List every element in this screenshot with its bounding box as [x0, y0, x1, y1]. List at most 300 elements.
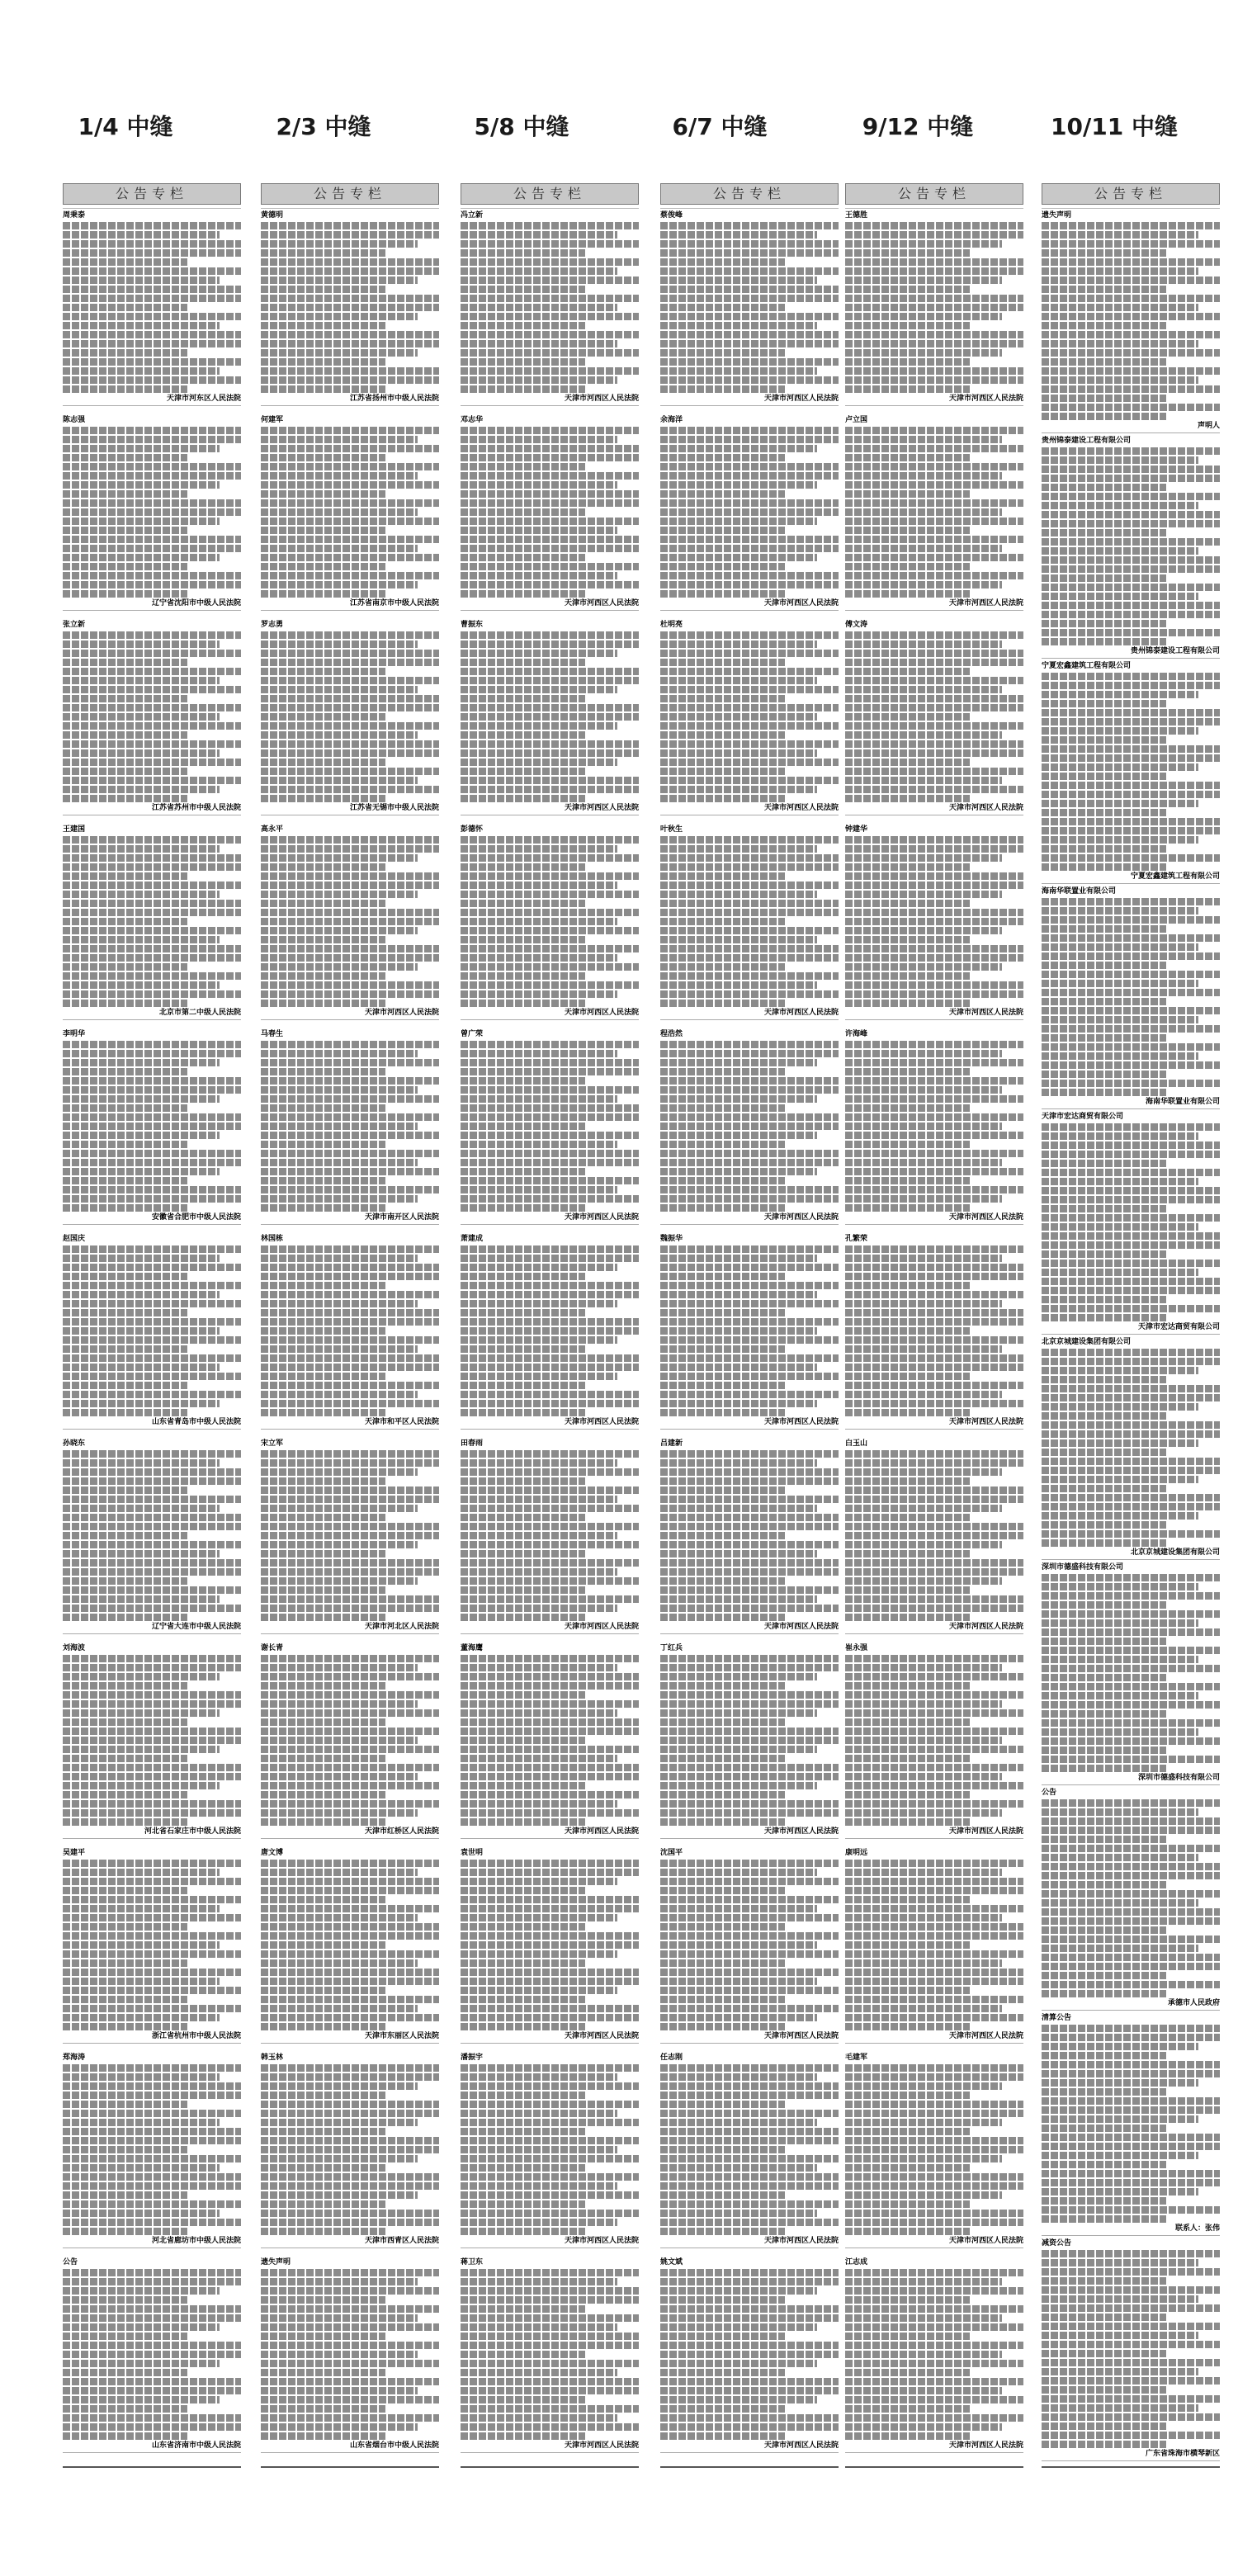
- text-line: [461, 1800, 617, 1808]
- text-line: [1042, 484, 1166, 491]
- text-line: [63, 1309, 187, 1316]
- text-line: [461, 909, 639, 916]
- text-line: [261, 1996, 439, 2003]
- text-line: [461, 1459, 617, 1467]
- text-line: [845, 863, 970, 871]
- text-line: [63, 1773, 241, 1780]
- text-line: [461, 1818, 585, 1826]
- text-line: [261, 2005, 418, 2012]
- text-line: [845, 1400, 1023, 1407]
- text-line: [845, 481, 1023, 489]
- text-line: [660, 1186, 839, 1193]
- text-line: [1042, 1160, 1166, 1167]
- text-line: [261, 863, 385, 871]
- text-line: [63, 367, 220, 375]
- column-header: 公告专栏: [461, 183, 639, 205]
- text-line: [63, 1664, 241, 1671]
- text-line: [1042, 2206, 1220, 2214]
- text-line: [261, 1391, 418, 1398]
- text-line: [461, 1505, 639, 1512]
- text-line: [63, 1487, 187, 1494]
- text-line: [1042, 934, 1220, 942]
- text-line: [261, 2369, 385, 2376]
- text-line: [845, 2314, 1002, 2322]
- text-line: [261, 249, 385, 257]
- text-line: [461, 872, 639, 880]
- notice-lead: 马春生: [261, 1030, 284, 1038]
- text-line: [1042, 1765, 1166, 1772]
- notice-signature: 海南华联置业有限公司: [1042, 1098, 1220, 1109]
- text-line: [845, 677, 1023, 684]
- notice-signature: 天津市河西区人民法院: [461, 804, 639, 815]
- text-line: [461, 1791, 639, 1798]
- notice-signature: 江苏省扬州市中级人民法院: [261, 395, 439, 406]
- notice-lead: 杜明亮: [660, 621, 683, 629]
- text-line: [660, 258, 785, 266]
- text-line: [461, 1450, 639, 1458]
- text-line: [63, 731, 187, 739]
- notice-lead: 崔永强: [845, 1644, 868, 1652]
- text-line: [845, 1487, 1023, 1494]
- text-line: [63, 1782, 220, 1789]
- text-line: [461, 668, 639, 675]
- text-line: [261, 695, 439, 702]
- text-line: [1042, 277, 1220, 284]
- text-line: [660, 659, 785, 666]
- text-line: [461, 1095, 617, 1103]
- text-line: [660, 1409, 785, 1416]
- text-line: [1042, 2332, 1198, 2339]
- text-line: [63, 972, 241, 980]
- notice-signature: 天津市河西区人民法院: [461, 2441, 639, 2453]
- text-line: [63, 1168, 220, 1175]
- text-line: [461, 749, 639, 757]
- text-line: [261, 1682, 385, 1690]
- text-line: [1042, 1990, 1166, 1997]
- text-line: [845, 1914, 1002, 1921]
- text-line: [261, 1487, 439, 1494]
- notice-signature: 天津市河西区人民法院: [461, 2237, 639, 2248]
- text-line: [660, 1345, 785, 1353]
- text-line: [261, 2323, 439, 2331]
- text-line: [261, 581, 418, 588]
- notice-item: [660, 209, 839, 414]
- text-line: [261, 2082, 418, 2090]
- text-line: [660, 313, 839, 320]
- text-line: [261, 845, 439, 853]
- notice-signature: 承德市人民政府: [1042, 1999, 1220, 2011]
- text-line: [63, 1614, 187, 1621]
- text-line: [660, 1195, 839, 1203]
- text-line: [461, 1373, 617, 1380]
- notice-item: [261, 2051, 439, 2256]
- text-line: [1042, 1052, 1198, 1060]
- text-line: [1042, 2079, 1198, 2087]
- text-line: [63, 2014, 220, 2021]
- text-line: [1042, 2143, 1220, 2150]
- text-line: [461, 1068, 639, 1075]
- text-line: [1042, 1141, 1220, 1149]
- text-line: [845, 836, 1023, 844]
- text-line: [63, 1345, 187, 1353]
- text-line: [461, 1896, 639, 1903]
- text-line: [461, 499, 639, 507]
- notice-signature: 北京市第二中级人民法院: [63, 1009, 241, 1020]
- text-line: [461, 376, 617, 384]
- text-line: [1042, 413, 1166, 420]
- text-line: [845, 454, 970, 461]
- notice-item: [1042, 1335, 1220, 1561]
- notice-signature: 天津市南开区人民法院: [261, 1213, 439, 1225]
- text-line: [660, 554, 817, 561]
- text-line: [261, 2155, 418, 2162]
- text-line: [660, 882, 839, 889]
- notice-item: [845, 209, 1023, 414]
- text-line: [660, 900, 839, 907]
- text-line: [63, 2082, 241, 2090]
- text-line: [660, 836, 839, 844]
- text-line: [461, 2405, 639, 2413]
- text-line: [845, 1086, 1002, 1094]
- text-line: [461, 1709, 617, 1717]
- text-line: [261, 1159, 418, 1166]
- text-line: [1042, 2106, 1220, 2114]
- notice-lead: 郑海涛: [63, 2054, 86, 2062]
- text-line: [63, 1159, 241, 1166]
- text-line: [63, 936, 220, 943]
- notice-item: [261, 618, 439, 823]
- text-line: [261, 1204, 385, 1212]
- text-line: [461, 1468, 639, 1476]
- text-line: [845, 1746, 1023, 1753]
- text-line: [63, 1550, 220, 1557]
- text-line: [1042, 1476, 1198, 1483]
- text-line: [1042, 1574, 1220, 1581]
- text-line: [845, 2269, 1023, 2276]
- text-line: [261, 900, 385, 907]
- text-line: [63, 563, 187, 570]
- text-line: [261, 1595, 439, 1603]
- text-line: [660, 768, 785, 775]
- text-line: [461, 918, 617, 925]
- text-line: [261, 2423, 418, 2431]
- text-line: [63, 1255, 220, 1262]
- text-line: [261, 1755, 385, 1762]
- text-line: [461, 2296, 639, 2304]
- text-line: [261, 668, 385, 675]
- text-line: [461, 1487, 639, 1494]
- text-line: [63, 1354, 241, 1362]
- text-line: [1042, 1421, 1220, 1429]
- text-line: [63, 536, 241, 543]
- text-line: [1042, 2170, 1220, 2177]
- text-line: [63, 1273, 187, 1280]
- text-line: [461, 1159, 639, 1166]
- text-line: [261, 536, 439, 543]
- text-line: [261, 640, 418, 648]
- column-header: 公告专栏: [63, 183, 241, 205]
- text-line: [461, 1568, 617, 1576]
- text-line: [845, 1605, 1023, 1612]
- text-line: [261, 1364, 439, 1371]
- text-line: [261, 1728, 439, 1735]
- notice-lead: 曾广荣: [461, 1030, 484, 1038]
- text-line: [461, 1728, 639, 1735]
- notice-item: [63, 1642, 241, 1846]
- text-line: [63, 1077, 241, 1085]
- text-line: [461, 1177, 639, 1184]
- text-line: [1042, 1799, 1220, 1807]
- text-line: [660, 1655, 839, 1662]
- text-line: [845, 490, 970, 498]
- text-line: [261, 722, 439, 730]
- text-line: [660, 2137, 839, 2144]
- text-line: [461, 2073, 617, 2081]
- text-line: [660, 277, 817, 284]
- text-line: [63, 2342, 241, 2349]
- text-line: [261, 1746, 439, 1753]
- notice-item: [63, 1232, 241, 1437]
- text-line: [845, 1309, 1023, 1316]
- text-line: [63, 1559, 241, 1567]
- text-line: [461, 2360, 639, 2367]
- text-line: [1042, 1972, 1166, 1979]
- text-line: [63, 1523, 241, 1530]
- text-line: [261, 2173, 439, 2181]
- text-line: [461, 1950, 617, 1958]
- text-line: [660, 2200, 839, 2208]
- text-line: [845, 1568, 1023, 1576]
- text-line: [63, 2396, 220, 2403]
- text-line: [63, 499, 241, 507]
- notice-item: [660, 1846, 839, 2051]
- text-line: [461, 2228, 585, 2235]
- text-line: [63, 2119, 220, 2126]
- text-line: [845, 2110, 1023, 2117]
- text-line: [1042, 1647, 1220, 1654]
- notice-lead: 深圳市德盛科技有限公司: [1042, 1563, 1124, 1572]
- text-line: [845, 545, 1002, 552]
- text-line: [261, 2432, 385, 2440]
- text-line: [660, 1577, 785, 1585]
- text-line: [845, 963, 1002, 971]
- text-line: [660, 1914, 839, 1921]
- text-line: [63, 1141, 187, 1148]
- text-line: [660, 1959, 785, 1967]
- text-line: [461, 981, 639, 989]
- text-line: [461, 1586, 585, 1594]
- text-line: [1042, 322, 1166, 329]
- notice-signature: 天津市和平区人民法院: [261, 1418, 439, 1430]
- text-line: [1042, 2304, 1220, 2312]
- text-line: [461, 891, 639, 898]
- text-line: [660, 2173, 839, 2181]
- text-line: [63, 768, 187, 775]
- text-line: [660, 927, 839, 934]
- text-line: [261, 686, 418, 693]
- text-line: [845, 2432, 970, 2440]
- text-line: [1042, 1936, 1220, 1943]
- text-line: [261, 2137, 439, 2144]
- notice-item: [660, 1028, 839, 1232]
- text-line: [63, 963, 187, 971]
- text-line: [660, 2219, 839, 2226]
- notice-item: [63, 618, 241, 823]
- text-line: [261, 2128, 385, 2135]
- text-line: [660, 385, 785, 393]
- text-line: [845, 1764, 1023, 1771]
- text-line: [660, 2128, 839, 2135]
- text-line: [660, 436, 839, 443]
- notice-item: [461, 1437, 639, 1642]
- text-line: [63, 231, 220, 239]
- text-line: [660, 1773, 839, 1780]
- column-title: 5/8 中缝: [474, 113, 569, 140]
- text-line: [63, 2101, 187, 2108]
- text-line: [1042, 502, 1198, 509]
- notice-lead: 北京京城建设集团有限公司: [1042, 1338, 1132, 1346]
- text-line: [461, 686, 617, 693]
- notice-item: [1042, 2237, 1220, 2462]
- text-line: [461, 1682, 639, 1690]
- text-line: [845, 1159, 1002, 1166]
- text-line: [845, 2423, 1002, 2431]
- notice-item: [1042, 1110, 1220, 1335]
- text-line: [63, 659, 187, 666]
- notice-signature: 辽宁省沈阳市中级人民法院: [63, 599, 241, 611]
- text-line: [63, 1978, 220, 1985]
- text-line: [261, 659, 439, 666]
- text-line: [461, 713, 639, 721]
- text-line: [461, 1923, 585, 1931]
- text-line: [1042, 1169, 1220, 1176]
- text-line: [63, 527, 187, 534]
- text-line: [261, 1050, 418, 1057]
- text-line: [1042, 2277, 1166, 2285]
- text-line: [1042, 1827, 1220, 1834]
- text-line: [845, 1104, 970, 1112]
- notice-item: [461, 823, 639, 1028]
- text-line: [63, 927, 241, 934]
- text-line: [461, 358, 585, 366]
- text-line: [261, 2296, 385, 2304]
- text-line: [461, 972, 585, 980]
- text-line: [63, 304, 187, 311]
- text-line: [1042, 1061, 1220, 1069]
- text-line: [1042, 1628, 1220, 1636]
- text-line: [261, 1382, 439, 1389]
- text-line: [1042, 358, 1166, 366]
- text-line: [1042, 1665, 1220, 1672]
- text-line: [845, 527, 970, 534]
- notice-item: [845, 1028, 1023, 1232]
- text-line: [1042, 1260, 1220, 1267]
- text-line: [1042, 1656, 1198, 1663]
- text-line: [660, 2082, 839, 2090]
- notice-column: [63, 183, 241, 2468]
- text-line: [660, 2278, 839, 2285]
- text-line: [1042, 331, 1220, 338]
- text-line: [63, 518, 220, 525]
- text-line: [63, 981, 220, 989]
- text-line: [261, 563, 385, 570]
- text-line: [63, 1764, 241, 1771]
- text-line: [845, 2396, 1023, 2403]
- text-line: [660, 1673, 817, 1680]
- notice-item: [845, 2051, 1023, 2256]
- text-line: [660, 677, 817, 684]
- text-line: [461, 1496, 617, 1503]
- notice-lead: 唐文博: [261, 1849, 284, 1857]
- notice-lead: 罗志勇: [261, 621, 284, 629]
- text-line: [63, 863, 241, 871]
- text-line: [660, 222, 839, 229]
- notice-item: [461, 1028, 639, 1232]
- text-line: [261, 1860, 439, 1867]
- text-line: [261, 1959, 418, 1967]
- text-line: [261, 1132, 439, 1139]
- text-line: [261, 1000, 385, 1007]
- text-line: [660, 1860, 839, 1867]
- text-line: [461, 2200, 585, 2208]
- text-line: [660, 704, 839, 711]
- text-line: [461, 563, 639, 570]
- text-line: [845, 1327, 970, 1335]
- text-line: [461, 777, 639, 784]
- text-line: [261, 1655, 439, 1662]
- text-line: [845, 267, 1023, 275]
- text-line: [63, 759, 241, 766]
- notice-item: [63, 209, 241, 414]
- text-line: [660, 2164, 817, 2172]
- text-line: [1042, 1494, 1220, 1501]
- text-line: [1042, 1467, 1220, 1474]
- text-line: [261, 677, 439, 684]
- text-line: [1042, 1610, 1220, 1618]
- text-line: [660, 2305, 839, 2313]
- text-line: [660, 1514, 839, 1521]
- text-line: [261, 713, 385, 721]
- text-line: [63, 2173, 241, 2181]
- text-line: [261, 1123, 418, 1130]
- text-line: [845, 1195, 1002, 1203]
- text-line: [660, 990, 839, 998]
- text-line: [261, 240, 418, 248]
- text-line: [461, 1000, 585, 1007]
- text-line: [461, 1077, 585, 1085]
- text-line: [845, 954, 1023, 962]
- text-line: [461, 1541, 639, 1548]
- text-line: [845, 536, 1023, 543]
- text-line: [660, 1050, 839, 1057]
- text-line: [845, 2064, 1023, 2072]
- text-line: [1042, 376, 1198, 384]
- text-line: [1042, 2413, 1220, 2421]
- text-line: [1042, 466, 1220, 473]
- text-line: [63, 463, 241, 470]
- text-line: [845, 1141, 970, 1148]
- text-line: [660, 1532, 785, 1539]
- text-line: [845, 2323, 1023, 2331]
- notice-column: [845, 183, 1023, 2468]
- text-line: [261, 2200, 385, 2208]
- text-line: [261, 1077, 439, 1085]
- notice-list: [660, 208, 839, 2460]
- text-line: [845, 2296, 970, 2304]
- text-line: [1042, 1223, 1198, 1231]
- text-line: [1042, 1808, 1198, 1816]
- text-line: [63, 1950, 241, 1958]
